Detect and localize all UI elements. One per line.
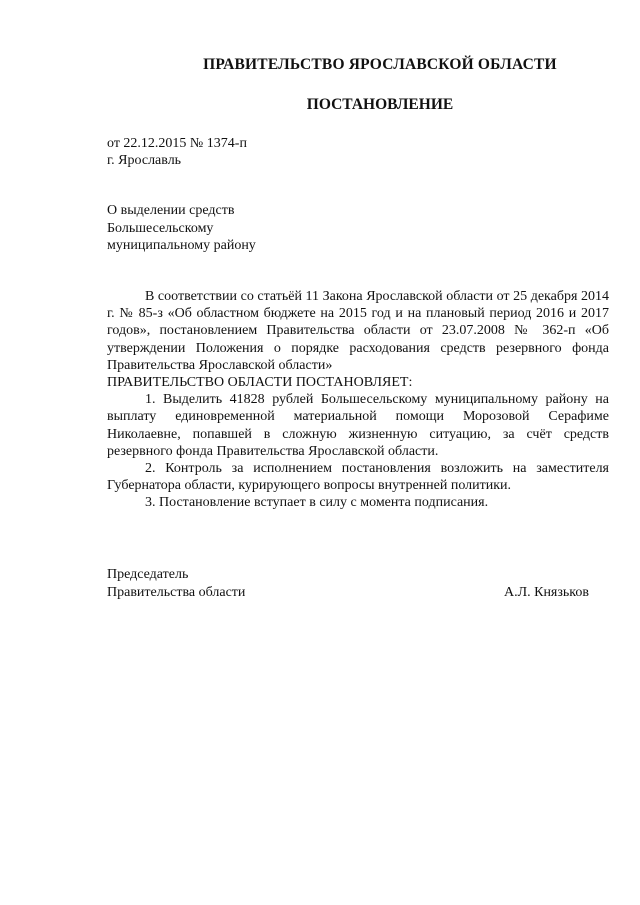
signature-block (107, 566, 589, 602)
signer-name: А.Л. Князьков (504, 585, 589, 600)
resolution-item: 1. Выделить 41828 рублей Большесельскому муниципальному району на выплату единовременной материальной помощи Морозовой Серафиме Николаевне, попавшей в сложную жизненную ситуацию, за счёт средств резервного фонда Правительства Ярославской области. (107, 392, 609, 459)
resolution-item: 2. Контроль за исполнением постановления возложить на заместителя Губернатора области, курирующего вопросы внутренней политики. (107, 461, 609, 494)
signer-position-line1: Председатель (107, 567, 189, 582)
government-title: ПРАВИТЕЛЬСТВО ЯРОСЛАВСКОЙ ОБЛАСТИ (203, 56, 557, 73)
subject-line: Большесельскому (107, 220, 214, 236)
resolve-line: ПРАВИТЕЛЬСТВО ОБЛАСТИ ПОСТАНОВЛЯЕТ: (107, 375, 413, 391)
document-meta (107, 136, 247, 169)
subject-line: муниципальному району (107, 238, 256, 253)
city: г. Ярославль (107, 152, 182, 168)
document-body (107, 288, 609, 512)
signature-row (107, 584, 589, 602)
document-subject (107, 202, 256, 255)
preamble-paragraph: В соответствии со статьёй 11 Закона Ярославской области от 25 декабря 2014 г. № 85-з «Об областном бюджете на 2015 год и на плановый период 2016 и 2017 годов», постановлением Правительства области от 23.07.2008 № 362-п «Об утверждении Положения о порядке расходования средств резервного фонда Правительства Ярославской области» (107, 289, 609, 373)
document-type-title: ПОСТАНОВЛЕНИЕ (306, 96, 454, 113)
signer-position-line2: Правительства области (107, 585, 246, 600)
subject-line: О выделении средств (107, 203, 235, 218)
date-number: от 22.12.2015 № 1374-п (107, 136, 247, 151)
resolution-item: 3. Постановление вступает в силу с момента подписания. (145, 495, 489, 511)
